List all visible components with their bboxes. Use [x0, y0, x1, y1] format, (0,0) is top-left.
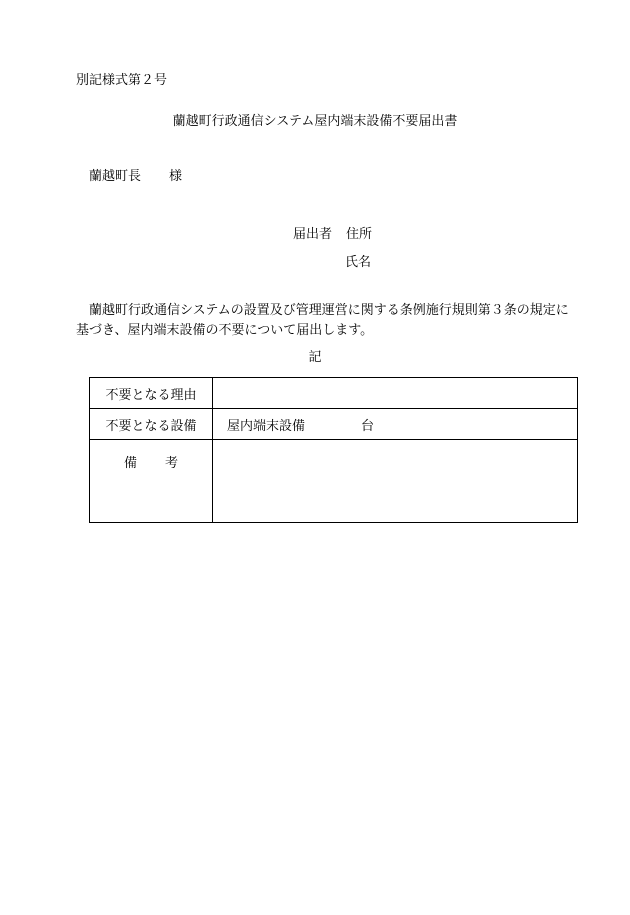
reason-value: [213, 378, 578, 409]
name-label: 氏名: [345, 255, 372, 270]
equipment-value: 屋内端末設備: [227, 418, 306, 434]
reason-label: 不要となる理由: [90, 378, 213, 409]
addressee-name: 蘭越町長: [89, 169, 142, 184]
remarks-label: [90, 440, 213, 523]
addressee: [89, 168, 182, 186]
remarks-label-part2: 考: [165, 456, 179, 471]
form-number: 別記様式第２号: [76, 73, 168, 88]
applicant-label: 届出者: [293, 227, 333, 242]
remarks-label-part1: 備: [123, 456, 137, 471]
body-text: 蘭越町行政通信システムの設置及び管理運営に関する条例施行規則第３条の規定に基づき、屋内端末設備の不要について届出します。: [76, 303, 569, 338]
ki-heading: 記: [308, 350, 322, 365]
document-title: 蘭越町行政通信システム屋内端末設備不要届出書: [172, 114, 458, 129]
details-table: [89, 377, 578, 523]
table-row-reason: [90, 378, 578, 409]
equipment-label: 不要となる設備: [90, 409, 213, 440]
equipment-value-cell: [213, 409, 578, 440]
equipment-unit: 台: [361, 418, 375, 434]
applicant-address-line: [293, 226, 372, 244]
table-row-equipment: [90, 409, 578, 440]
addressee-honorific: 様: [169, 169, 183, 184]
address-label: 住所: [346, 227, 373, 242]
remarks-value: [213, 440, 578, 523]
table-row-remarks: [90, 440, 578, 523]
